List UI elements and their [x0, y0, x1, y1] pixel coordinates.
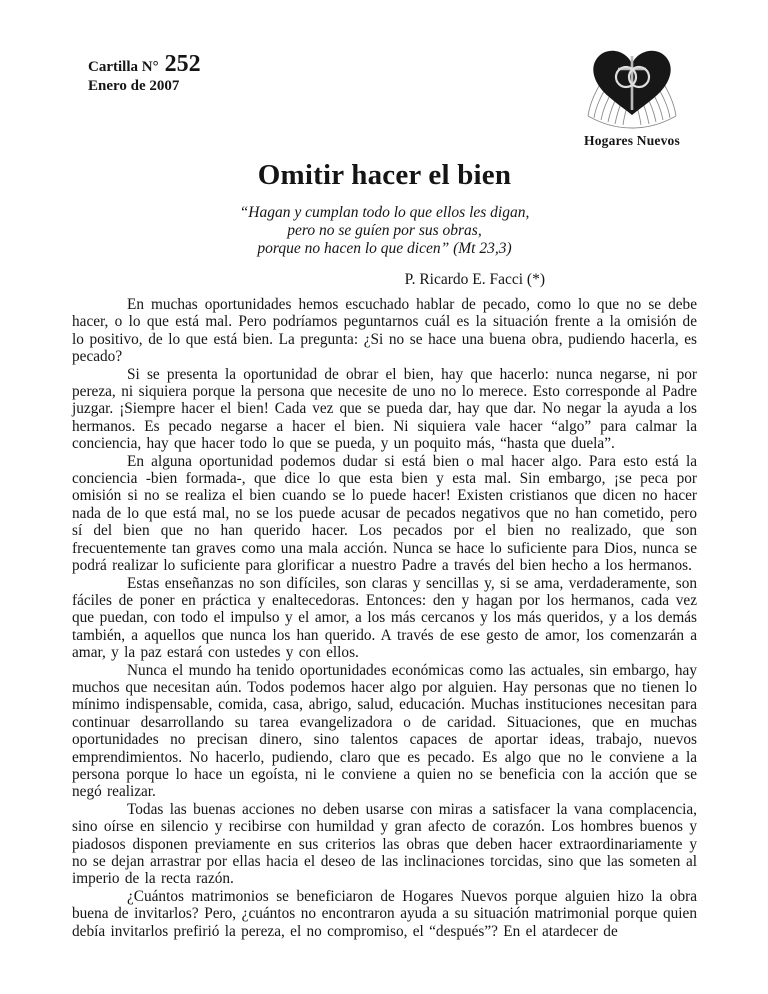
body-paragraph: En alguna oportunidad podemos dudar si está bien o mal hacer algo. Para esto está la conciencia -bien formada-, que dice lo que esta bien y esta mal. Sin embargo, ¡se peca por omisión si no se realiza el bien cuando se lo puede hacer! Existen cristianos que dicen no hacer nada de lo que está mal, no se los puede acusar de pecados negativos que no han cometido, pero sí del bien que no han querido hacer. Los pecados por el bien no realizado, que son frecuentemente tan graves como una mala acción. Nunca se hace lo suficiente para Dios, nunca se podrá realizar lo suficiente para glorificar a nuestro Padre a través del bien hecho a los hermanos. [72, 452, 697, 575]
body-paragraph: En muchas oportunidades hemos escuchado hablar de pecado, como lo que no se debe hacer, o lo que está mal. Pero podríamos peguntarnos cuál es la situación frente a la omisión de lo positivo, de lo que está bien. La pregunta: ¿Si no se hace una buena obra, pudiendo hacerla, es pecado? [72, 296, 697, 366]
epigraph-line: pero no se guíen por sus obras, [287, 222, 482, 239]
body-paragraph: Si se presenta la oportunidad de obrar el bien, hay que hacerlo: nunca negarse, ni por pereza, ni siquiera porque la persona que necesite de uno no lo merece. Esto corresponde al Padre juzgar. ¡Siempre hacer el bien! Cada vez que se pueda dar, hay que dar. No negar la ayuda a los hermanos. Es pecado negarse a hacer el bien. Ni siquiera vale hacer “algo” para calmar la conciencia, hay que hacer todo lo que se pueda, y un poquito más, “hasta que duela”. [72, 365, 697, 453]
issue-date: Enero de 2007 [88, 78, 180, 94]
page-title: Omitir hacer el bien [257, 159, 512, 191]
body-paragraph: Estas enseñanzas no son difíciles, son claras y sencillas y, si se ama, verdaderamente, son fáciles de poner en práctica y enaltecedoras. Entonces: den y hagan por los hermanos, cada vez que puedan, con todo el impulso y el amor, a los más cercanos y los más queridos, y a los demás también, a aquellos que nunca los han querido. A través de ese gesto de amor, los comenzarán a amar, y la paz estará con ustedes y con ellos. [72, 574, 697, 662]
issue-info [88, 44, 201, 96]
logo-caption: Hogares Nuevos [584, 133, 680, 148]
cartilla-line [88, 51, 201, 77]
heart-in-hands-icon [580, 44, 684, 130]
page-header [72, 44, 697, 149]
epigraph-line: porque no hacen lo que dicen” (Mt 23,3) [257, 240, 512, 257]
body-paragraph: Nunca el mundo ha tenido oportunidades económicas como las actuales, sin embargo, hay muchos que necesitan aún. Todos podemos hacer algo por alguien. Hay personas que no tienen lo mínimo indispensable, comida, casa, abrigo, salud, educación. Muchas instituciones necesitan para continuar desarrollando su tarea evangelizadora o de caridad. Situaciones, que en muchas oportunidades no precisan dinero, sino talentos capaces de aportar ideas, trabajo, nuevos emprendimientos. No hacerlo, pudiendo, claro que es pecado. Es algo que no le conviene a la persona porque lo hace un egoísta, ni le conviene a quien no se beneficia con la acción que se negó realizar. [72, 661, 697, 801]
logo [573, 44, 691, 149]
body-paragraph: Todas las buenas acciones no deben usarse con miras a satisfacer la vana complacencia, sino oírse en silencio y recibirse con humildad y gran afecto de corazón. Los hombres buenos y piadosos disponen previamente en sus criterios las obras que deben hacer extraordinariamente y no se dejan arrastrar por ellas hacia el deseo de las inclinaciones torcidas, sino que las someten al imperio de la recta razón. [72, 800, 697, 888]
author-line: P. Ricardo E. Facci (*) [404, 271, 545, 288]
body-text [72, 296, 697, 940]
epigraph [72, 204, 697, 258]
epigraph-line: “Hagan y cumplan todo lo que ellos les digan, [239, 204, 530, 221]
cartilla-label: Cartilla N° [88, 59, 159, 75]
cartilla-number: 252 [164, 51, 201, 77]
body-paragraph: ¿Cuántos matrimonios se beneficiaron de Hogares Nuevos porque alguien hizo la obra buena de invitarlos? Pero, ¿cuántos no encontraron ayuda a su situación matrimonial porque quien debía invitarlos prefirió la pereza, el no compromiso, el “después”? En el atardecer de [72, 887, 697, 940]
